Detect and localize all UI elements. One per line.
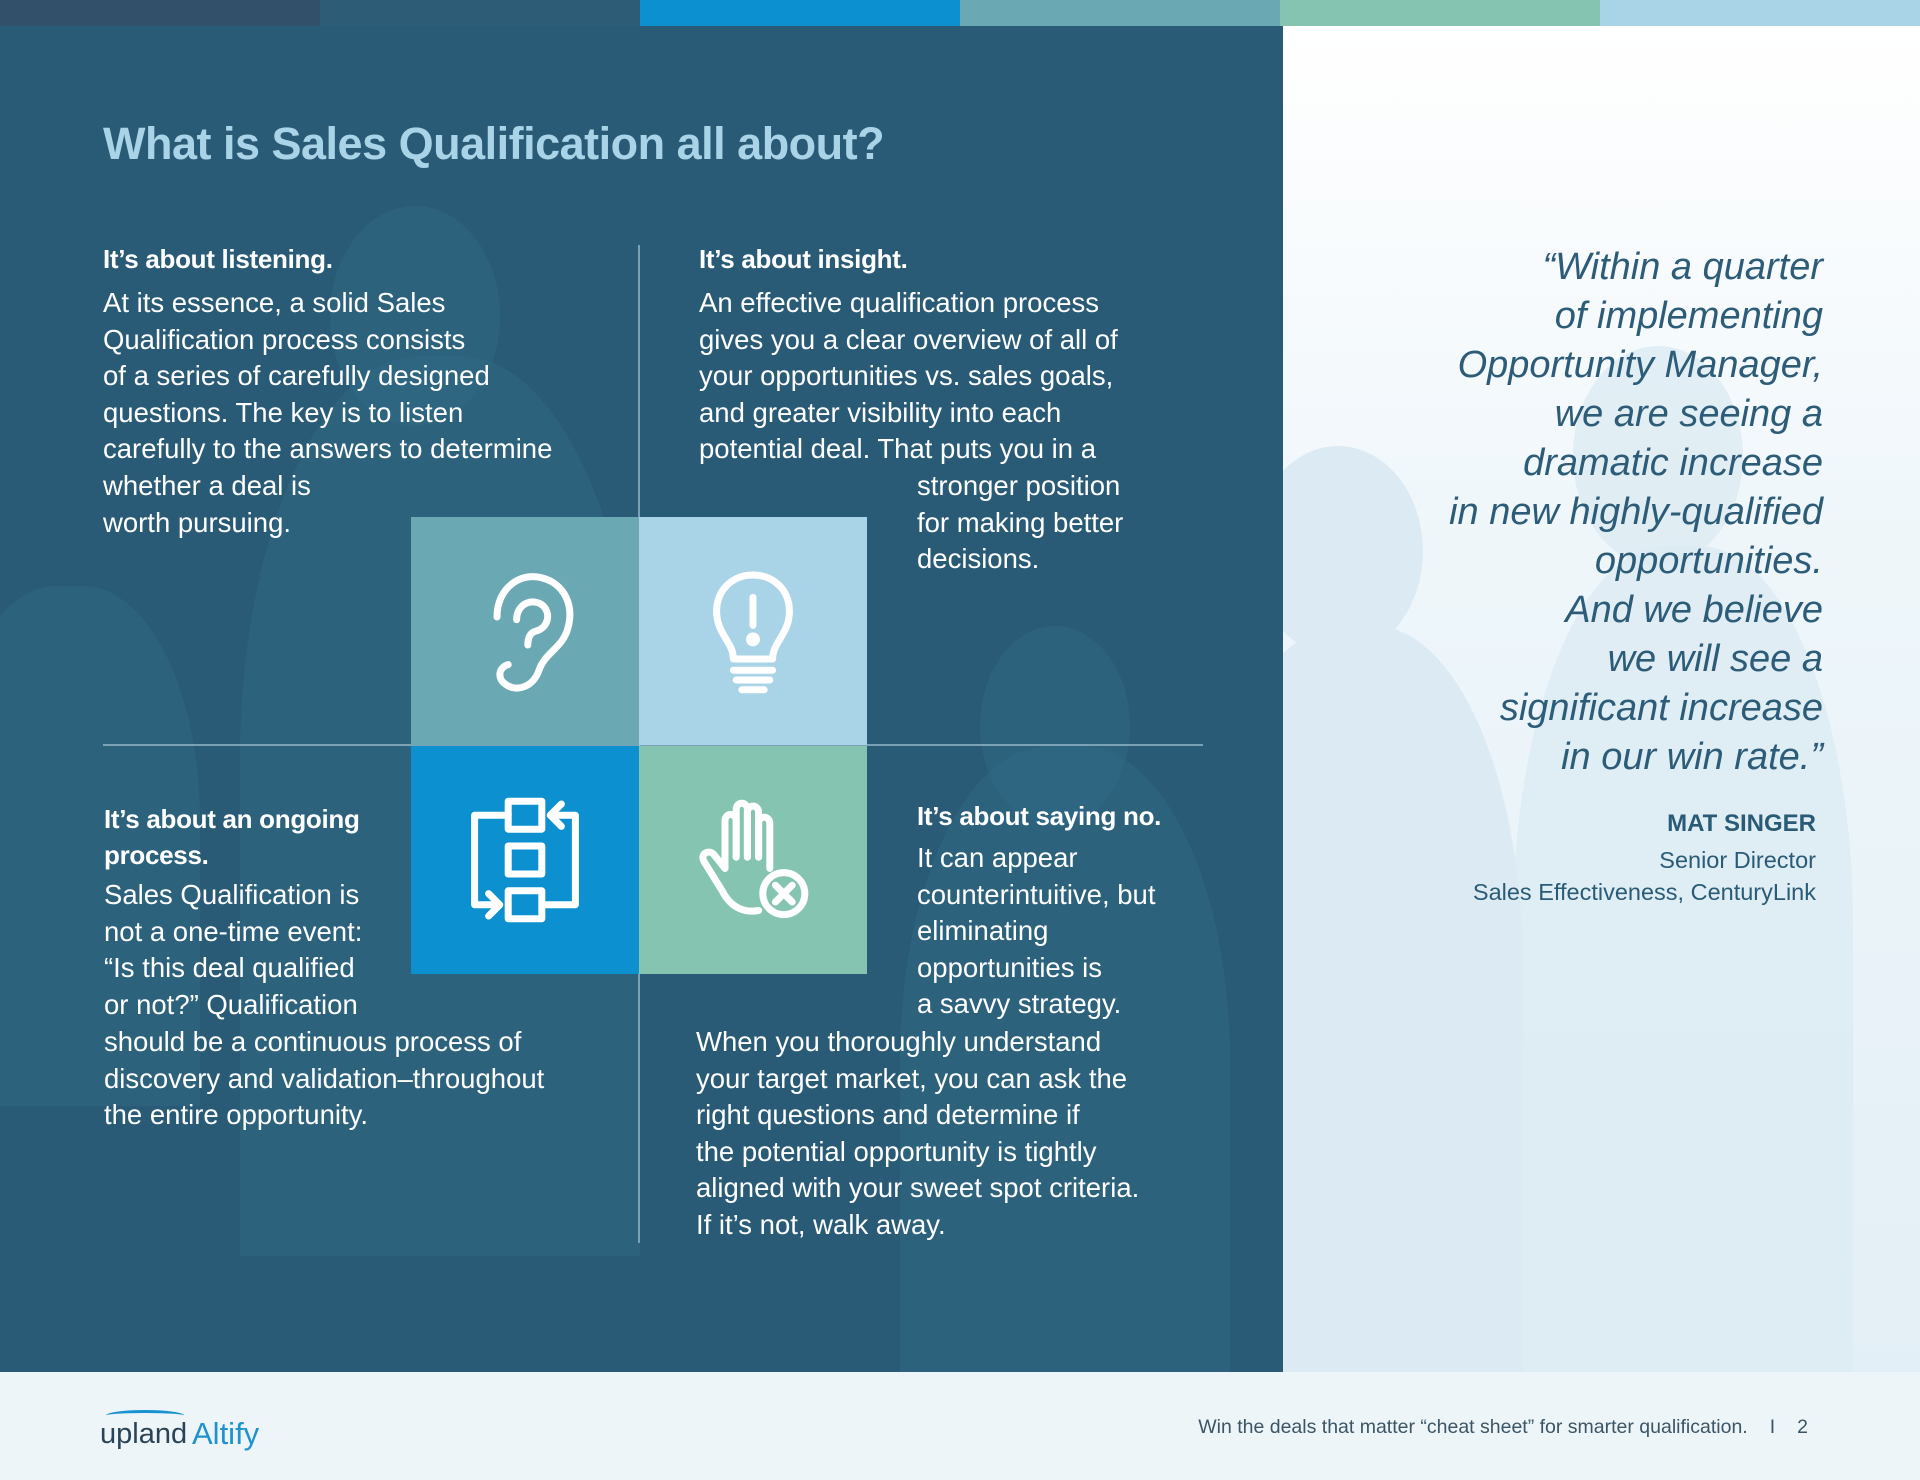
section-heading-listening: It’s about listening.: [103, 244, 333, 274]
footer-separator: I: [1769, 1416, 1776, 1438]
lightbulb-icon: [683, 561, 823, 701]
section-body-insight: An effective qualification process gives you a clear overview of all of your opportunities vs. sales goals, and greater visibility into each potential deal. That puts you in a: [699, 287, 1118, 465]
page-title: What is Sales Qualification all about?: [103, 118, 885, 169]
section-heading-saying-no: It’s about saying no.: [917, 801, 1162, 831]
lightbulb-tile: [639, 517, 867, 745]
quote-author-company: Sales Effectiveness, CenturyLink: [1472, 879, 1816, 905]
top-color-bar: [0, 0, 1920, 26]
logo-word-altify: Altify: [192, 1416, 260, 1451]
section-body-listening: At its essence, a solid Sales Qualification process consists of a series of carefully designed questions. The key is to listen carefully to the answers to determine: [103, 287, 553, 465]
page-number: 2: [1797, 1416, 1808, 1438]
top-bar-segment: [640, 0, 960, 26]
ear-tile: [411, 517, 639, 745]
footer-tagline: Win the deals that matter “cheat sheet” for smarter qualification.: [1198, 1416, 1748, 1438]
footer-caption: [1198, 1416, 1808, 1439]
quote-author-name: MAT SINGER: [1667, 810, 1816, 837]
quote-author-title: Senior Director: [1659, 847, 1816, 873]
testimonial-quote: “Within a quarter of implementing Opportunity Manager, we are seeing a dramatic increase in new highly-qualified opportunities. And we believe we will see a significant increase in our win rate.”: [1449, 246, 1823, 778]
top-bar-segment: [320, 0, 640, 26]
person-silhouette: [1283, 446, 1423, 656]
hand-stop-icon: [683, 790, 823, 930]
section-heading-process: It’s about an ongoing process.: [104, 804, 360, 870]
top-bar-segment: [0, 0, 320, 26]
ear-icon: [455, 561, 595, 701]
section-body-process-cont: should be a continuous process of discovery and validation–throughout the entire opportunity.: [104, 1026, 545, 1131]
top-bar-segment: [960, 0, 1280, 26]
section-body-process: Sales Qualification is not a one-time event: “Is this deal qualified or not?” Qualification: [104, 879, 363, 1020]
top-bar-segment: [1280, 0, 1600, 26]
process-cycle-icon: [455, 790, 595, 930]
process-tile: [411, 746, 639, 974]
section-body-saying-no-cont: When you thoroughly understand your target market, you can ask the right questions and determine if the potential opportunity is tightly aligned with your sweet spot criteria. If it’s not, walk away.: [696, 1026, 1140, 1240]
top-bar-segment: [1600, 0, 1920, 26]
section-body-saying-no: It can appear counterintuitive, but eliminating opportunities is a savvy strategy.: [917, 842, 1156, 1020]
section-heading-insight: It’s about insight.: [699, 244, 908, 274]
hand-tile: [639, 746, 867, 974]
logo-word-upland: upland: [100, 1418, 188, 1450]
section-body-listening-cont: whether a deal is worth pursuing.: [103, 470, 311, 538]
section-body-insight-cont: stronger position for making better decisions.: [917, 470, 1124, 575]
